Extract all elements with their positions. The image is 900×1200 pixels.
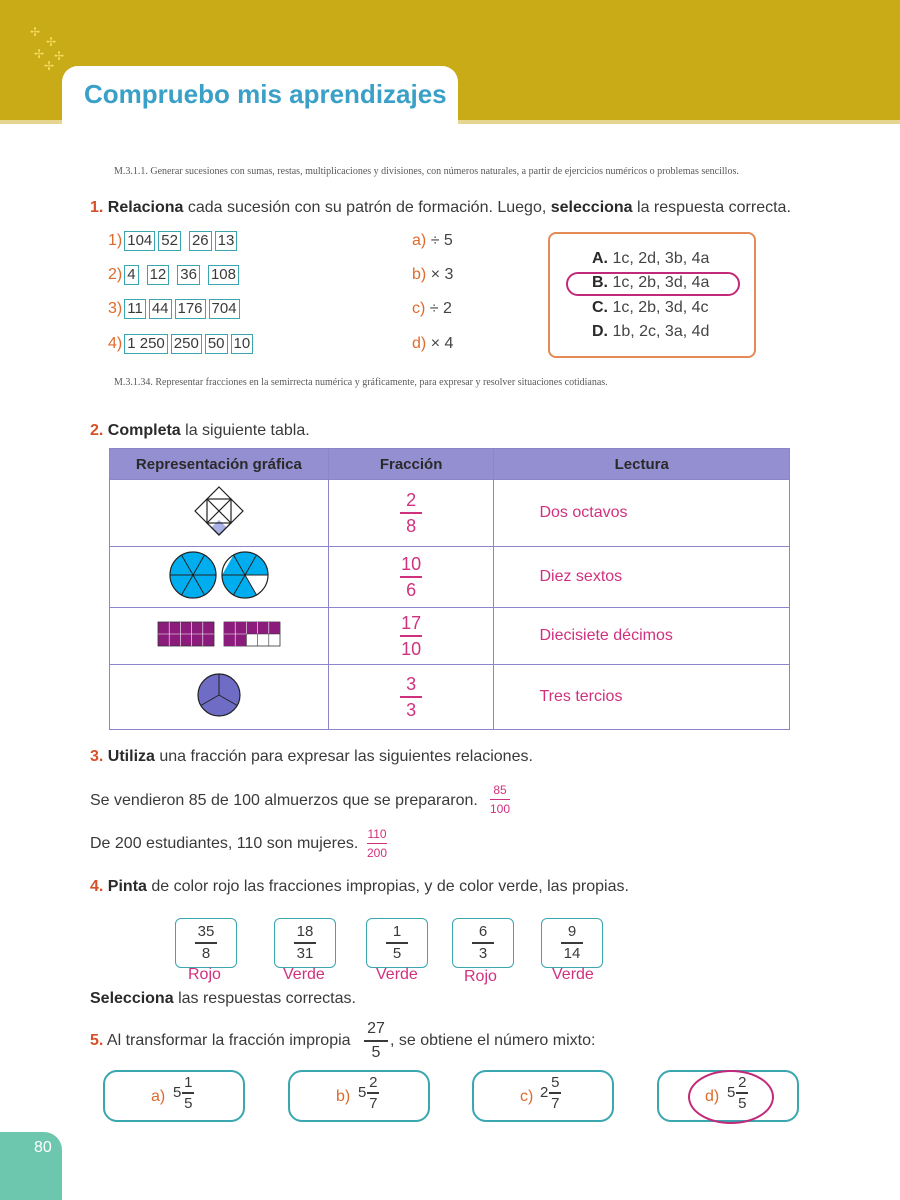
graphic-cell (110, 547, 329, 608)
sequence-term: 12 (147, 265, 170, 285)
question-3-number: 3. (90, 748, 104, 765)
fraction-numerator: 10 (401, 554, 422, 575)
fraction-numerator: 110 (367, 827, 387, 841)
question-2-instruction (90, 422, 310, 440)
sequence-term: 104 (124, 231, 155, 251)
fraction-numerator: 1 (392, 923, 402, 941)
pattern-label: a) (412, 232, 427, 249)
mixed-whole: 5 (173, 1084, 182, 1102)
fraction (195, 923, 217, 963)
sequence-row-3 (108, 298, 243, 320)
fraction (561, 923, 583, 963)
fraction-cell (328, 608, 494, 665)
color-label-rojo: Rojo (464, 968, 497, 985)
curriculum-standard-1: M.3.1.1. Generar sucesiones con sumas, restas, multiplicaciones y divisiones, con números naturales, a partir de ejercicios numéricos o problemas sencillos. (114, 166, 739, 177)
fraction-numerator: 18 (296, 923, 314, 941)
table-row (110, 480, 790, 547)
sequence-label: 4) (108, 335, 123, 352)
table-row (110, 547, 790, 608)
option-label: b) (336, 1088, 351, 1105)
graphic-cell (110, 480, 329, 547)
sequence-term: 10 (231, 334, 254, 354)
select-text: las respuestas correctas. (178, 990, 356, 1007)
q3-text: una fracción para expresar las siguientes relaciones. (159, 748, 533, 765)
question-5-instruction (90, 1032, 351, 1050)
color-label-rojo: Rojo (188, 966, 221, 983)
answer-letter: A. (592, 250, 608, 267)
curriculum-standard-2: M.3.1.34. Representar fracciones en la semirrecta numérica y gráficamente, para expresar y resolver situaciones cotidianas. (114, 377, 608, 388)
sequence-term: 52 (158, 231, 181, 251)
sequence-term: 704 (209, 299, 240, 319)
fraction (472, 923, 494, 963)
mixed-whole: 2 (540, 1084, 549, 1102)
fraction-denominator: 5 (392, 944, 402, 962)
q3-item-2-fraction (367, 827, 387, 860)
fraction-numerator: 2 (406, 490, 417, 511)
option-label: a) (151, 1088, 166, 1105)
sequence-term: 44 (149, 299, 172, 319)
fraction-numerator: 6 (478, 923, 488, 941)
fraction-denominator: 3 (478, 944, 488, 962)
fraction-numerator: 9 (567, 923, 577, 941)
fraction-numerator: 5 (551, 1074, 560, 1091)
q1-verb-relaciona: Relaciona (107, 199, 184, 216)
option-a[interactable] (103, 1070, 245, 1122)
pattern-label: c) (412, 300, 426, 317)
table-header-fraccion: Fracción (328, 449, 494, 480)
fraction-denominator: 14 (563, 944, 581, 962)
table-header-lectura: Lectura (494, 449, 790, 480)
select-verb: Selecciona (90, 990, 174, 1007)
q4-text: de color rojo las fracciones impropias, y de color verde, las propias. (151, 878, 629, 895)
pattern-a (412, 232, 453, 250)
q4-verb: Pinta (107, 878, 147, 895)
mixed-number (540, 1074, 561, 1112)
fraction-cell (328, 547, 494, 608)
pattern-text: × 3 (430, 266, 454, 283)
pattern-d (412, 335, 453, 353)
pattern-text: ÷ 2 (429, 300, 452, 317)
answer-letter: C. (592, 299, 608, 316)
fraction-denominator: 5 (184, 1094, 193, 1112)
fractions-table (109, 448, 790, 730)
fraction-denominator: 10 (401, 638, 422, 659)
bars-graphic (157, 620, 281, 648)
color-label-verde: Verde (552, 966, 594, 983)
pattern-c (412, 300, 452, 318)
option-c[interactable] (472, 1070, 614, 1122)
question-2-number: 2. (90, 422, 104, 439)
pattern-b (412, 266, 453, 284)
sequence-label: 3) (108, 300, 123, 317)
q5-text-post: , se obtiene el número mixto: (390, 1032, 596, 1049)
fraction-numerator: 17 (401, 613, 422, 634)
q3-item-1: Se vendieron 85 de 100 almuerzos que se prepararon. (90, 792, 478, 809)
option-label: c) (520, 1088, 534, 1105)
question-3-instruction (90, 748, 533, 766)
question-4-instruction (90, 878, 629, 896)
color-label-verde: Verde (283, 966, 325, 983)
mixed-number (358, 1074, 379, 1112)
q1-verb-selecciona: selecciona (550, 199, 633, 216)
answer-letter: B. (592, 274, 608, 291)
third-circle-graphic (196, 672, 242, 718)
sequence-term: 50 (205, 334, 228, 354)
fraction-denominator: 5 (371, 1043, 381, 1061)
fraction-numerator: 27 (367, 1020, 385, 1037)
q1-text-end: la respuesta correcta. (637, 199, 791, 216)
sequence-row-2 (108, 264, 242, 286)
fraction-denominator: 100 (490, 802, 511, 816)
question-5-number: 5. (90, 1032, 104, 1049)
table-row (110, 608, 790, 665)
reading-cell: Diez sextos (494, 547, 790, 608)
pattern-label: d) (412, 335, 427, 352)
question-1-number: 1. (90, 199, 104, 216)
fraction-box-2[interactable] (274, 918, 336, 968)
sparkle-icon: ✢ ✢ ✢ ✢ ✢ (30, 25, 65, 73)
selected-option-circle (688, 1070, 774, 1124)
pattern-label: b) (412, 266, 427, 283)
sequence-label: 2) (108, 266, 123, 283)
mixed-whole: 5 (727, 1084, 736, 1102)
fraction (400, 489, 422, 537)
fraction (400, 553, 422, 601)
sequence-term: 1 250 (124, 334, 168, 354)
fraction-denominator: 6 (406, 579, 417, 600)
sequence-term: 36 (177, 265, 200, 285)
sequence-term: 108 (208, 265, 239, 285)
sequence-term: 250 (171, 334, 202, 354)
graphic-cell (110, 608, 329, 665)
answer-text: 1c, 2d, 3b, 4a (612, 250, 710, 267)
q1-text-mid: cada sucesión con su patrón de formación. Luego, (187, 199, 547, 216)
pattern-text: × 4 (430, 335, 454, 352)
sequence-term: 11 (124, 299, 146, 319)
answer-letter: D. (592, 323, 608, 340)
fraction-box-3[interactable] (366, 918, 428, 968)
answer-option-c[interactable] (592, 299, 709, 317)
page-number-tab (0, 1132, 62, 1200)
sequence-row-1 (108, 230, 240, 252)
fraction (400, 612, 422, 660)
fraction-box-4[interactable] (452, 918, 514, 968)
reading-cell: Dos octavos (494, 480, 790, 547)
question-1-instruction (90, 199, 791, 217)
fraction-numerator: 35 (197, 923, 215, 941)
sequence-term: 176 (175, 299, 206, 319)
option-label: d) (705, 1088, 720, 1105)
fraction-denominator: 200 (367, 846, 388, 860)
mixed-number (173, 1074, 194, 1112)
fraction-denominator: 3 (406, 699, 417, 720)
diamond-graphic (194, 486, 244, 536)
fraction-denominator: 7 (369, 1094, 378, 1112)
sequence-term: 26 (189, 231, 212, 251)
q5-text-pre: Al transformar la fracción impropia (106, 1032, 351, 1049)
fraction (294, 923, 316, 963)
answer-text: 1b, 2c, 3a, 4d (612, 323, 710, 340)
q2-text: la siguiente tabla. (185, 422, 310, 439)
q5-improper-fraction (364, 1019, 388, 1063)
fraction-numerator: 85 (493, 783, 507, 797)
q3-verb: Utiliza (107, 748, 155, 765)
sequence-row-4 (108, 333, 256, 355)
fraction-denominator: 31 (296, 944, 314, 962)
answer-option-d[interactable] (592, 323, 709, 341)
fraction-cell (328, 480, 494, 547)
question-4-number: 4. (90, 878, 104, 895)
fraction (400, 673, 422, 721)
answer-option-b[interactable] (592, 274, 709, 292)
mixed-whole: 5 (358, 1084, 367, 1102)
fraction-box-5[interactable] (541, 918, 603, 968)
fraction-numerator: 2 (738, 1074, 747, 1091)
q3-item-1-fraction (490, 783, 510, 816)
fraction-denominator: 8 (201, 944, 211, 962)
q2-verb: Completa (107, 422, 181, 439)
fraction-cell (328, 665, 494, 730)
fraction (386, 923, 408, 963)
option-b[interactable] (288, 1070, 430, 1122)
answer-text: 1c, 2b, 3d, 4c (612, 299, 709, 316)
fraction-denominator: 7 (551, 1094, 560, 1112)
pattern-text: ÷ 5 (430, 232, 453, 249)
graphic-cell (110, 665, 329, 730)
page-number: 80 (34, 1139, 52, 1156)
table-row (110, 665, 790, 730)
fraction-denominator: 8 (406, 515, 417, 536)
answer-option-a[interactable] (592, 250, 709, 268)
fraction-numerator: 1 (184, 1074, 193, 1091)
sequence-label: 1) (108, 232, 123, 249)
sequence-term: 13 (215, 231, 238, 251)
table-header-representacion: Representación gráfica (110, 449, 329, 480)
q3-item-2: De 200 estudiantes, 110 son mujeres. (90, 835, 359, 852)
select-instruction (90, 990, 356, 1008)
fraction-numerator: 3 (406, 674, 417, 695)
reading-cell: Tres tercios (494, 665, 790, 730)
answer-text: 1c, 2b, 3d, 4a (612, 274, 710, 291)
color-label-verde: Verde (376, 966, 418, 983)
sequence-term: 4 (124, 265, 138, 285)
circles-graphic (168, 550, 270, 600)
fraction-denominator: 5 (738, 1094, 747, 1112)
fraction-box-1[interactable] (175, 918, 237, 968)
reading-cell: Diecisiete décimos (494, 608, 790, 665)
page-title: Compruebo mis aprendizajes (84, 79, 447, 109)
fraction-numerator: 2 (369, 1074, 378, 1091)
